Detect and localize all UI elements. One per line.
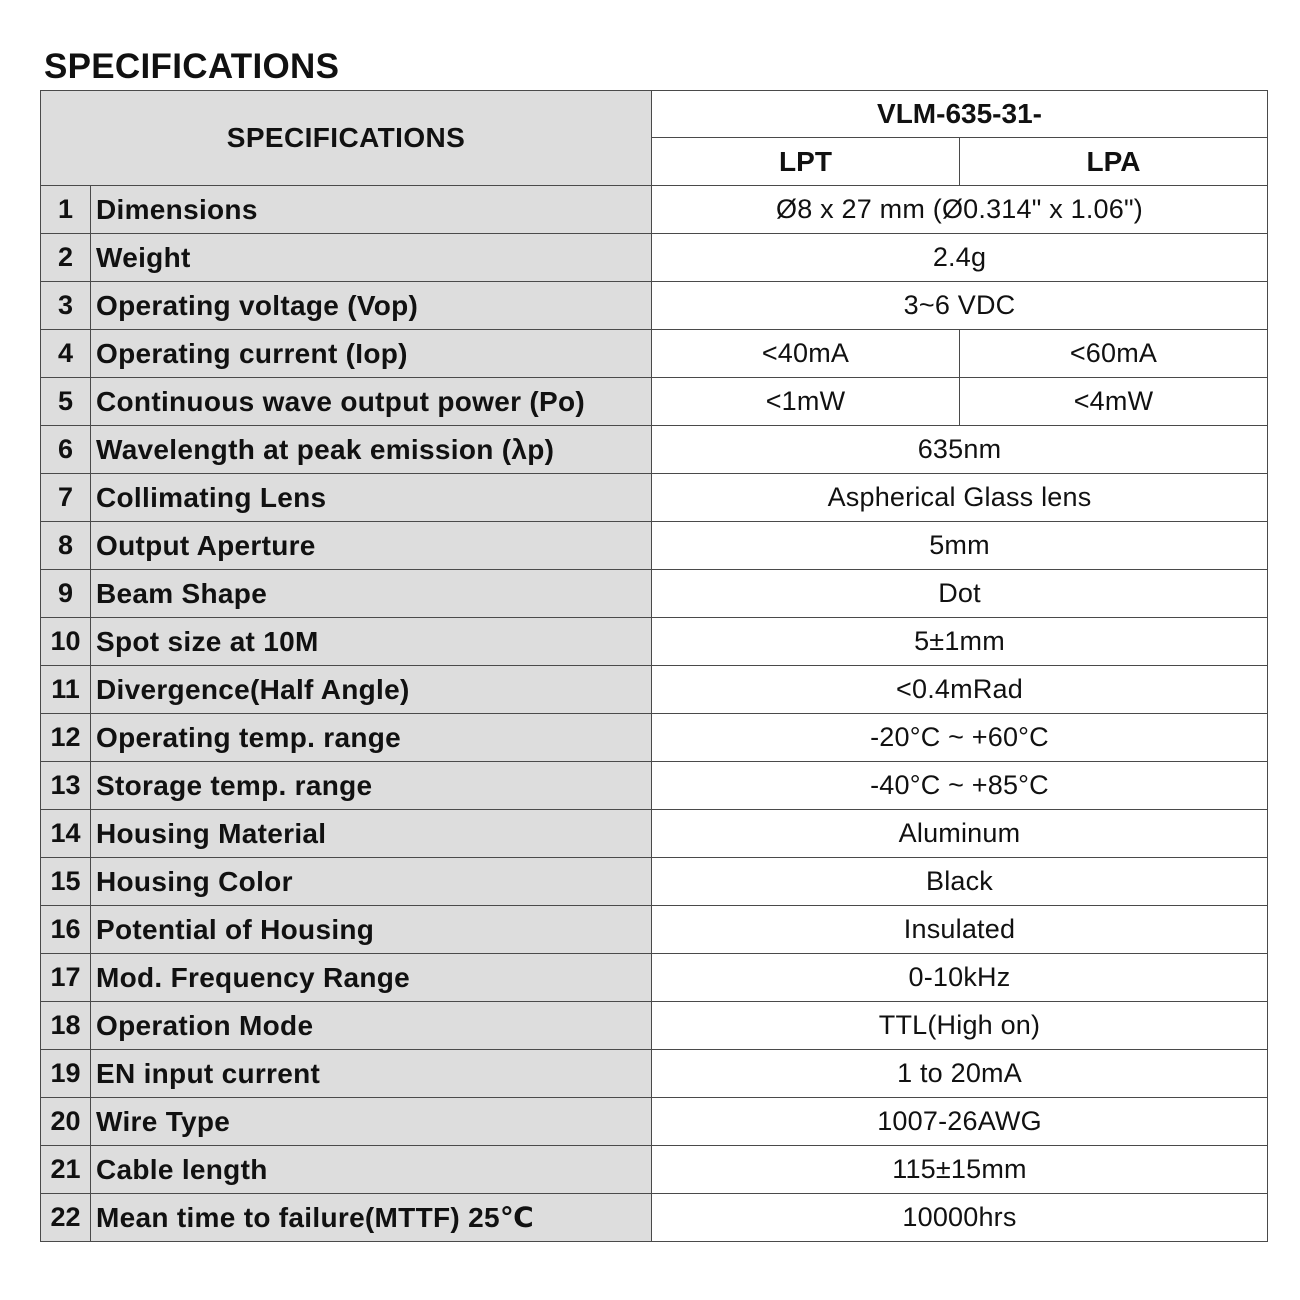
row-number: 16 xyxy=(41,906,91,954)
table-row xyxy=(41,186,1268,234)
variant-header-lpt: LPT xyxy=(652,138,960,186)
row-number: 8 xyxy=(41,522,91,570)
table-row xyxy=(41,1194,1268,1242)
spec-value: 5±1mm xyxy=(652,618,1268,666)
spec-value: Aspherical Glass lens xyxy=(652,474,1268,522)
table-row xyxy=(41,378,1268,426)
spec-value: Dot xyxy=(652,570,1268,618)
spec-value-lpt: <1mW xyxy=(652,378,960,426)
spec-label: Housing Material xyxy=(91,810,652,858)
spec-label: Wire Type xyxy=(91,1098,652,1146)
spec-value: 3~6 VDC xyxy=(652,282,1268,330)
row-number: 9 xyxy=(41,570,91,618)
spec-value: 1007-26AWG xyxy=(652,1098,1268,1146)
table-row xyxy=(41,522,1268,570)
spec-value: -20°C ~ +60°C xyxy=(652,714,1268,762)
spec-value: Ø8 x 27 mm (Ø0.314" x 1.06") xyxy=(652,186,1268,234)
spec-label: Operation Mode xyxy=(91,1002,652,1050)
model-header: VLM-635-31- xyxy=(652,91,1268,138)
row-number: 1 xyxy=(41,186,91,234)
table-row xyxy=(41,954,1268,1002)
table-row xyxy=(41,426,1268,474)
table-row xyxy=(41,474,1268,522)
row-number: 13 xyxy=(41,762,91,810)
table-row xyxy=(41,714,1268,762)
spec-label: Divergence(Half Angle) xyxy=(91,666,652,714)
table-header-row xyxy=(41,91,1268,138)
table-row xyxy=(41,330,1268,378)
spec-label: Potential of Housing xyxy=(91,906,652,954)
spec-value: 115±15mm xyxy=(652,1146,1268,1194)
spec-value: 5mm xyxy=(652,522,1268,570)
row-number: 3 xyxy=(41,282,91,330)
spec-value: Aluminum xyxy=(652,810,1268,858)
spec-value-lpt: <40mA xyxy=(652,330,960,378)
row-number: 19 xyxy=(41,1050,91,1098)
row-number: 6 xyxy=(41,426,91,474)
row-number: 14 xyxy=(41,810,91,858)
spec-label: Mod. Frequency Range xyxy=(91,954,652,1002)
table-row xyxy=(41,1098,1268,1146)
page-title: SPECIFICATIONS xyxy=(44,47,340,86)
row-number: 17 xyxy=(41,954,91,1002)
row-number: 12 xyxy=(41,714,91,762)
spec-label: Beam Shape xyxy=(91,570,652,618)
spec-value: 1 to 20mA xyxy=(652,1050,1268,1098)
spec-value: 10000hrs xyxy=(652,1194,1268,1242)
spec-value: Insulated xyxy=(652,906,1268,954)
table-row xyxy=(41,1002,1268,1050)
spec-value: Black xyxy=(652,858,1268,906)
row-number: 7 xyxy=(41,474,91,522)
table-row xyxy=(41,1050,1268,1098)
table-row xyxy=(41,906,1268,954)
row-number: 5 xyxy=(41,378,91,426)
row-number: 18 xyxy=(41,1002,91,1050)
spec-label: Continuous wave output power (Po) xyxy=(91,378,652,426)
spec-value: <0.4mRad xyxy=(652,666,1268,714)
table-row xyxy=(41,570,1268,618)
row-number: 21 xyxy=(41,1146,91,1194)
spec-label: Operating temp. range xyxy=(91,714,652,762)
specifications-table xyxy=(40,90,1268,1242)
spec-label: Output Aperture xyxy=(91,522,652,570)
table-row xyxy=(41,762,1268,810)
spec-label: Weight xyxy=(91,234,652,282)
variant-header-lpa: LPA xyxy=(960,138,1268,186)
spec-label: Storage temp. range xyxy=(91,762,652,810)
table-row xyxy=(41,810,1268,858)
row-number: 10 xyxy=(41,618,91,666)
spec-label: Dimensions xyxy=(91,186,652,234)
spec-label: EN input current xyxy=(91,1050,652,1098)
table-row xyxy=(41,618,1268,666)
spec-value-lpa: <60mA xyxy=(960,330,1268,378)
table-row xyxy=(41,1146,1268,1194)
spec-value-lpa: <4mW xyxy=(960,378,1268,426)
row-number: 15 xyxy=(41,858,91,906)
table-row xyxy=(41,282,1268,330)
table-row xyxy=(41,234,1268,282)
table-header-label: SPECIFICATIONS xyxy=(41,91,652,186)
spec-label: Wavelength at peak emission (λp) xyxy=(91,426,652,474)
spec-value: 635nm xyxy=(652,426,1268,474)
spec-value: TTL(High on) xyxy=(652,1002,1268,1050)
row-number: 2 xyxy=(41,234,91,282)
table-row xyxy=(41,666,1268,714)
spec-label: Operating voltage (Vop) xyxy=(91,282,652,330)
row-number: 11 xyxy=(41,666,91,714)
spec-label: Collimating Lens xyxy=(91,474,652,522)
spec-label: Operating current (Iop) xyxy=(91,330,652,378)
table-row xyxy=(41,858,1268,906)
spec-value: 2.4g xyxy=(652,234,1268,282)
spec-value: 0-10kHz xyxy=(652,954,1268,1002)
row-number: 20 xyxy=(41,1098,91,1146)
row-number: 4 xyxy=(41,330,91,378)
spec-value: -40°C ~ +85°C xyxy=(652,762,1268,810)
row-number: 22 xyxy=(41,1194,91,1242)
spec-label: Housing Color xyxy=(91,858,652,906)
spec-label: Cable length xyxy=(91,1146,652,1194)
spec-label: Mean time to failure(MTTF) 25℃ xyxy=(91,1194,652,1242)
spec-label: Spot size at 10M xyxy=(91,618,652,666)
